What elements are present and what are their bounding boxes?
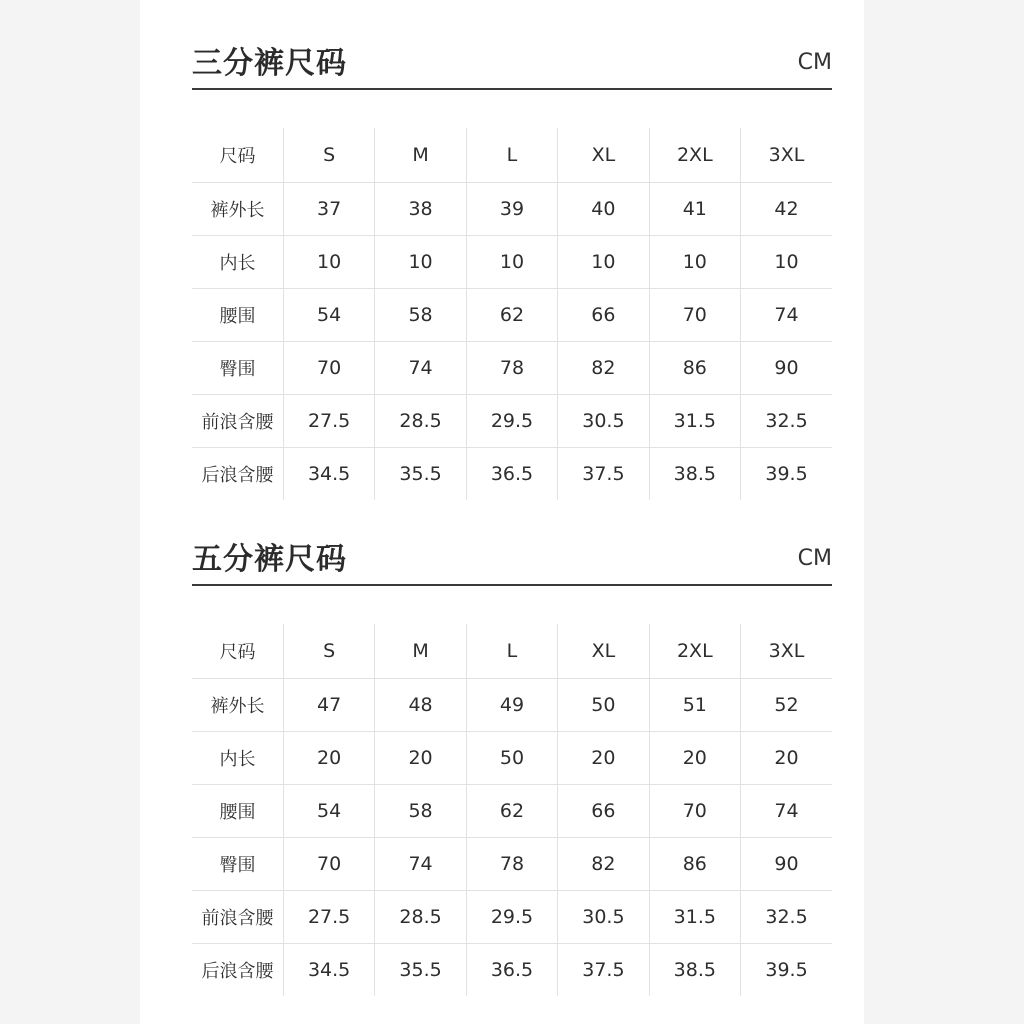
table-row [192, 679, 832, 732]
table-cell: 49 [466, 679, 557, 732]
size-table [192, 128, 832, 500]
table-cell: 58 [375, 289, 466, 342]
table-cell: 52 [741, 679, 832, 732]
table-cell: 42 [741, 183, 832, 236]
table-cell: 70 [649, 785, 740, 838]
row-label: 腰围 [192, 289, 283, 342]
table-cell: 50 [466, 732, 557, 785]
table-cell: 10 [649, 236, 740, 289]
row-label: 后浪含腰 [192, 944, 283, 997]
table-cell: 20 [283, 732, 374, 785]
table-row [192, 891, 832, 944]
table-row [192, 395, 832, 448]
table-cell: 10 [283, 236, 374, 289]
header-cell: M [375, 624, 466, 679]
table-cell: 78 [466, 342, 557, 395]
table-cell: 62 [466, 289, 557, 342]
table-row [192, 944, 832, 997]
section-header [192, 36, 832, 90]
table-row [192, 785, 832, 838]
table-cell: 27.5 [283, 395, 374, 448]
table-cell: 39.5 [765, 959, 808, 981]
table-cell: 74 [375, 838, 466, 891]
table-cell: 37.5 [558, 944, 649, 997]
table-cell: 36.5 [466, 448, 557, 501]
table-cell: 40 [558, 183, 649, 236]
unit-label: CM [797, 546, 832, 571]
table-cell: 29.5 [466, 891, 557, 944]
table-row [192, 342, 832, 395]
half-shorts-size-section [192, 532, 832, 982]
section-title: 五分裤尺码 [192, 542, 347, 577]
table-cell: 70 [283, 838, 374, 891]
table-cell: 37 [283, 183, 374, 236]
table-cell: 38.5 [649, 448, 740, 501]
table-cell: 66 [558, 785, 649, 838]
table-cell: 32.5 [741, 395, 832, 448]
table-cell: 47 [283, 679, 374, 732]
table-cell: 35.5 [375, 448, 466, 501]
table-cell: 70 [283, 342, 374, 395]
table-cell: 90 [741, 342, 832, 395]
header-cell: S [283, 128, 374, 183]
row-label: 后浪含腰 [192, 448, 283, 501]
table-cell: 41 [649, 183, 740, 236]
header-cell: 尺码 [192, 624, 283, 679]
header-cell: M [375, 128, 466, 183]
table-row [192, 732, 832, 785]
table-cell: 74 [375, 342, 466, 395]
table-cell: 74 [741, 289, 832, 342]
table-cell: 28.5 [375, 891, 466, 944]
table-header-row [192, 624, 832, 679]
table-cell: 10 [558, 236, 649, 289]
table-cell: 66 [558, 289, 649, 342]
table-cell: 27.5 [283, 891, 374, 944]
table-cell: 10 [741, 236, 832, 289]
row-label: 臀围 [192, 838, 283, 891]
section-header [192, 532, 832, 586]
row-label: 裤外长 [192, 183, 283, 236]
table-cell: 74 [741, 785, 832, 838]
table-cell: 86 [649, 838, 740, 891]
table-cell: 28.5 [375, 395, 466, 448]
header-cell: 2XL [649, 128, 740, 183]
table-cell: 29.5 [466, 395, 557, 448]
header-cell: 2XL [649, 624, 740, 679]
table-cell: 10 [466, 236, 557, 289]
table-cell: 20 [741, 732, 832, 785]
table-cell: 58 [375, 785, 466, 838]
table-cell: 32.5 [741, 891, 832, 944]
table-cell: 39.5 [765, 463, 808, 485]
table-cell: 31.5 [649, 395, 740, 448]
table-row [192, 236, 832, 289]
row-label: 前浪含腰 [192, 395, 283, 448]
row-label: 腰围 [192, 785, 283, 838]
table-cell: 82 [558, 342, 649, 395]
table-cell: 38 [375, 183, 466, 236]
table-cell: 34.5 [283, 944, 374, 997]
table-cell: 31.5 [649, 891, 740, 944]
table-cell: 48 [375, 679, 466, 732]
table-cell: 20 [558, 732, 649, 785]
table-cell: 50 [558, 679, 649, 732]
table-cell: 90 [741, 838, 832, 891]
table-cell: 37.5 [558, 448, 649, 501]
header-cell: XL [558, 624, 649, 679]
row-label: 前浪含腰 [192, 891, 283, 944]
table-cell: 86 [649, 342, 740, 395]
row-label: 内长 [192, 236, 283, 289]
table-cell: 54 [283, 785, 374, 838]
table-row [192, 838, 832, 891]
section-title: 三分裤尺码 [192, 46, 347, 81]
row-label: 裤外长 [192, 679, 283, 732]
table-cell: 36.5 [466, 944, 557, 997]
table-cell: 70 [649, 289, 740, 342]
table-cell: 35.5 [375, 944, 466, 997]
table-cell: 82 [558, 838, 649, 891]
table-cell: 51 [649, 679, 740, 732]
table-cell: 34.5 [283, 448, 374, 501]
table-cell: 30.5 [558, 395, 649, 448]
header-cell: L [466, 128, 557, 183]
three-quarter-shorts-size-section [192, 36, 832, 486]
header-cell: 3XL [741, 128, 832, 183]
unit-label: CM [797, 50, 832, 75]
row-label: 臀围 [192, 342, 283, 395]
table-cell: 38.5 [649, 944, 740, 997]
table-cell: 20 [649, 732, 740, 785]
table-header-row [192, 128, 832, 183]
header-cell: S [283, 624, 374, 679]
table-cell: 20 [375, 732, 466, 785]
table-cell: 62 [466, 785, 557, 838]
table-cell: 30.5 [558, 891, 649, 944]
table-cell: 54 [283, 289, 374, 342]
header-cell: XL [558, 128, 649, 183]
size-table [192, 624, 832, 996]
table-row [192, 183, 832, 236]
table-cell: 10 [375, 236, 466, 289]
header-cell: L [466, 624, 557, 679]
header-cell: 3XL [741, 624, 832, 679]
table-cell: 39 [466, 183, 557, 236]
table-row [192, 448, 832, 501]
row-label: 内长 [192, 732, 283, 785]
table-cell: 78 [466, 838, 557, 891]
header-cell: 尺码 [192, 128, 283, 183]
table-row [192, 289, 832, 342]
size-chart-page [140, 0, 864, 1024]
